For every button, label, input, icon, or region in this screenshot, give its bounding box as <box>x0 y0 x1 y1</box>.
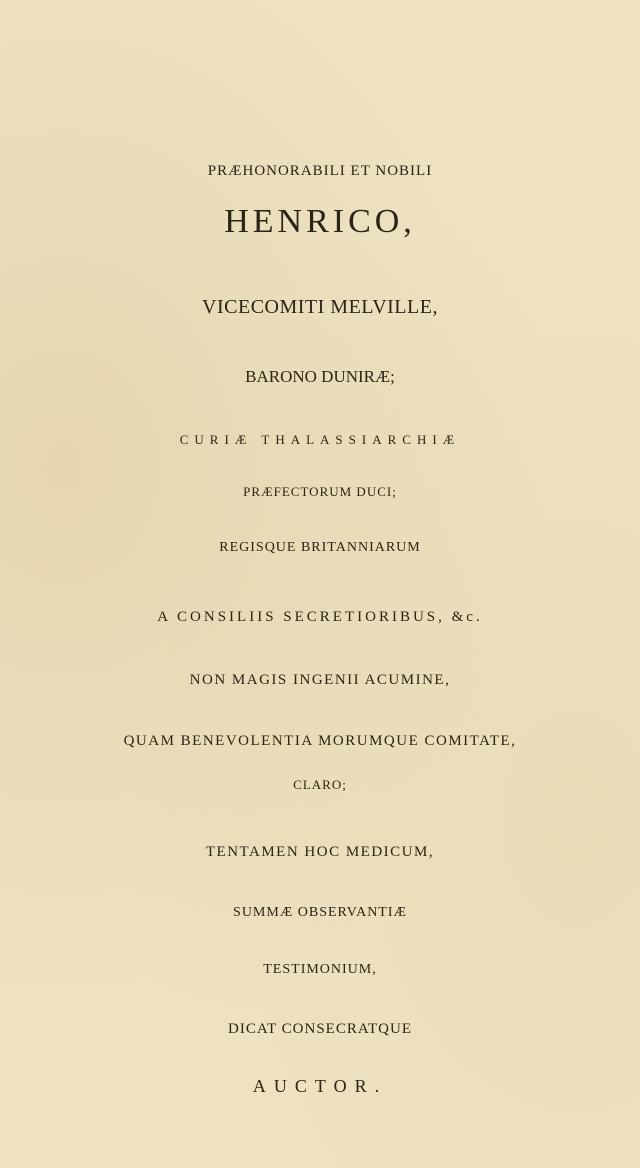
dedication-line-7: REGISQUE BRITANNIARUM <box>219 540 421 555</box>
dedication-line-6: PRÆFECTORUM DUCI; <box>243 484 397 499</box>
dedication-line-8: A CONSILIIS SECRETIORIBUS, &c. <box>157 609 483 625</box>
dedication-line-13: SUMMÆ OBSERVANTIÆ <box>233 905 407 920</box>
dedication-line-9: NON MAGIS INGENII ACUMINE, <box>189 672 451 688</box>
dedication-line-14: TESTIMONIUM, <box>263 962 377 977</box>
dedication-line-10: QUAM BENEVOLENTIA MORUMQUE COMITATE, <box>123 733 517 749</box>
dedication-line-15: DICAT CONSECRATQUE <box>228 1021 412 1037</box>
dedication-line-5: CURIÆ THALASSIARCHIÆ <box>179 432 461 447</box>
dedication-line-1: PRÆHONORABILI ET NOBILI <box>207 163 433 179</box>
dedication-line-12: TENTAMEN HOC MEDICUM, <box>205 844 435 860</box>
author-signature: AUCTOR. <box>252 1076 388 1096</box>
dedication-line-3: VICECOMITI MELVILLE, <box>202 296 438 318</box>
dedication-line-4: BARONO DUNIRÆ; <box>245 367 395 386</box>
dedicatee-name: HENRICO, <box>224 203 416 240</box>
dedication-line-11: CLARO; <box>293 777 347 792</box>
